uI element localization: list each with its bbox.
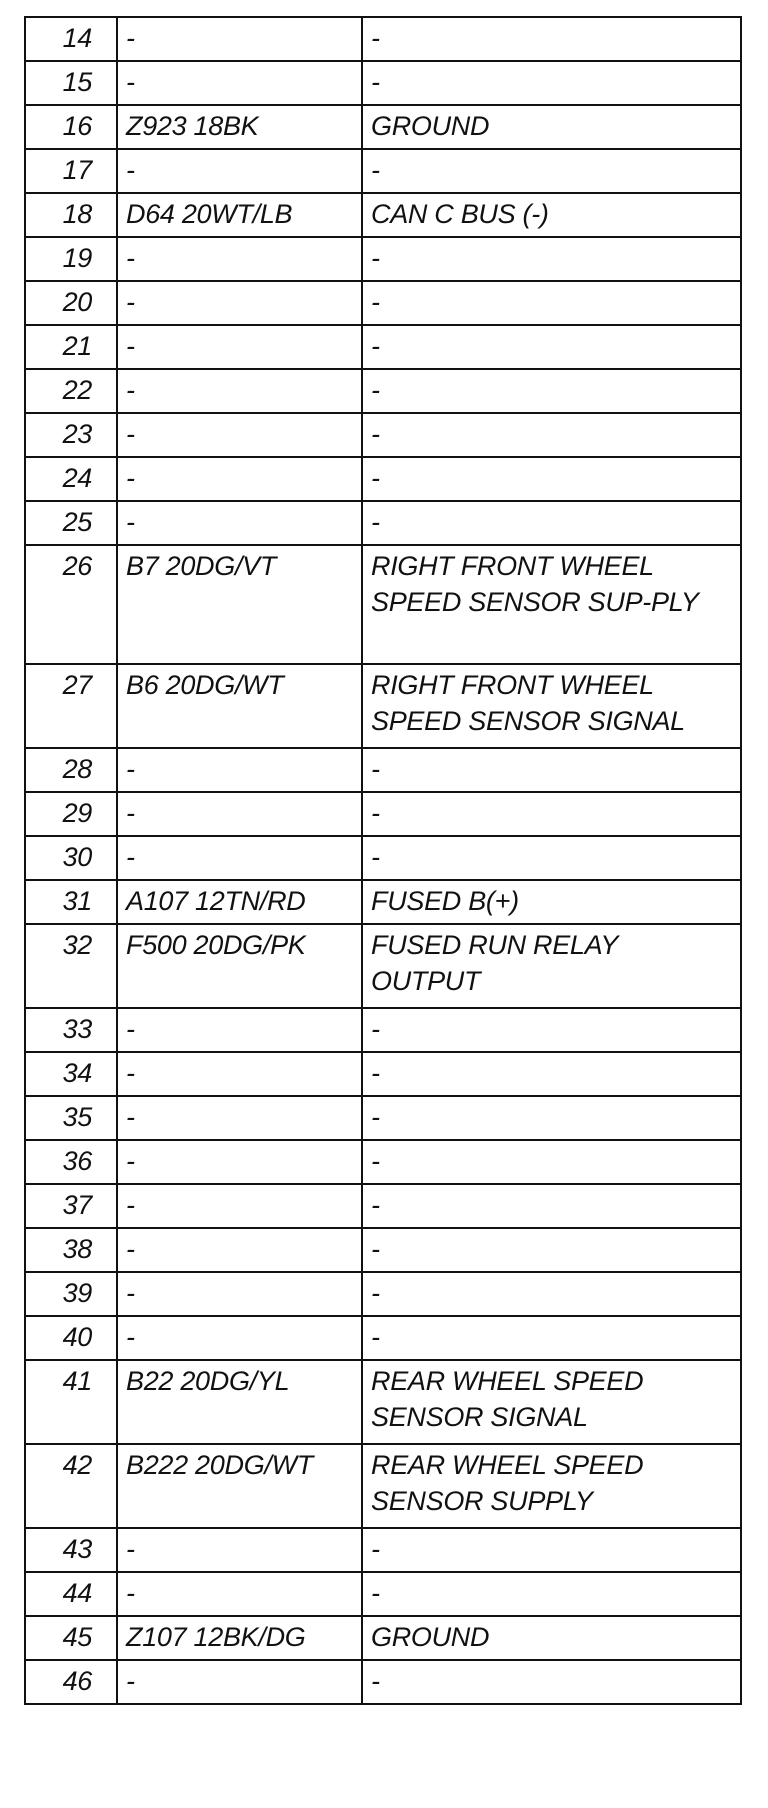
wire-code-cell: - [117,1052,362,1096]
table-row [25,149,741,193]
table-row [25,1528,741,1572]
circuit-function-cell: - [362,501,741,545]
wire-code-cell: - [117,61,362,105]
table-row [25,61,741,105]
table-row [25,1660,741,1704]
table-row [25,281,741,325]
table-row [25,1572,741,1616]
circuit-function-cell: - [362,17,741,61]
circuit-function-cell: CAN C BUS (-) [362,193,741,237]
wire-code-cell: Z107 12BK/DG [117,1616,362,1660]
pin-number-cell: 20 [25,281,117,325]
circuit-function-cell: - [362,413,741,457]
wire-code-cell: - [117,149,362,193]
pin-number-cell: 34 [25,1052,117,1096]
pin-number-cell: 46 [25,1660,117,1704]
table-row [25,1096,741,1140]
circuit-function-cell: - [362,1272,741,1316]
table-row [25,836,741,880]
connector-pin-table [24,16,742,1705]
circuit-function-cell: - [362,1184,741,1228]
circuit-function-cell: - [362,61,741,105]
circuit-function-cell: FUSED RUN RELAY OUTPUT [362,924,741,1008]
pin-number-cell: 33 [25,1008,117,1052]
wire-code-cell: - [117,1316,362,1360]
pin-number-cell: 43 [25,1528,117,1572]
wire-code-cell: - [117,1572,362,1616]
circuit-function-cell: - [362,792,741,836]
circuit-function-cell: - [362,1316,741,1360]
table-row [25,1272,741,1316]
pin-number-cell: 41 [25,1360,117,1444]
table-row [25,413,741,457]
table-row [25,1616,741,1660]
pin-number-cell: 38 [25,1228,117,1272]
circuit-function-cell: - [362,1528,741,1572]
pin-number-cell: 37 [25,1184,117,1228]
wire-code-cell: - [117,1184,362,1228]
wire-code-cell: - [117,1096,362,1140]
circuit-function-cell: - [362,1228,741,1272]
wire-code-cell: - [117,1140,362,1184]
circuit-function-cell: - [362,281,741,325]
table-row [25,369,741,413]
pin-number-cell: 22 [25,369,117,413]
wire-code-cell: B222 20DG/WT [117,1444,362,1528]
circuit-function-cell: FUSED B(+) [362,880,741,924]
pin-number-cell: 14 [25,17,117,61]
table-row [25,1228,741,1272]
circuit-function-cell: - [362,836,741,880]
circuit-function-cell: - [362,1052,741,1096]
wire-code-cell: - [117,836,362,880]
pin-number-cell: 21 [25,325,117,369]
wire-code-cell: B6 20DG/WT [117,664,362,748]
pin-number-cell: 35 [25,1096,117,1140]
wire-code-cell: B7 20DG/VT [117,545,362,664]
wire-code-cell: - [117,325,362,369]
circuit-function-cell: - [362,325,741,369]
table-row [25,1316,741,1360]
table-row [25,1052,741,1096]
circuit-function-cell: - [362,1140,741,1184]
circuit-function-cell: - [362,149,741,193]
wire-code-cell: - [117,1660,362,1704]
pin-number-cell: 16 [25,105,117,149]
pin-number-cell: 32 [25,924,117,1008]
wire-code-cell: - [117,457,362,501]
pin-number-cell: 40 [25,1316,117,1360]
pin-number-cell: 18 [25,193,117,237]
table-row [25,193,741,237]
pin-number-cell: 19 [25,237,117,281]
table-row [25,237,741,281]
pin-number-cell: 30 [25,836,117,880]
circuit-function-cell: GROUND [362,105,741,149]
wire-code-cell: - [117,501,362,545]
wire-code-cell: D64 20WT/LB [117,193,362,237]
pin-number-cell: 26 [25,545,117,664]
pin-number-cell: 31 [25,880,117,924]
wire-code-cell: - [117,413,362,457]
pin-number-cell: 39 [25,1272,117,1316]
wire-code-cell: - [117,1528,362,1572]
wire-code-cell: Z923 18BK [117,105,362,149]
table-row [25,545,741,664]
table-row [25,924,741,1008]
wire-code-cell: - [117,1272,362,1316]
pin-number-cell: 44 [25,1572,117,1616]
circuit-function-cell: GROUND [362,1616,741,1660]
circuit-function-cell: REAR WHEEL SPEED SENSOR SUPPLY [362,1444,741,1528]
wire-code-cell: - [117,281,362,325]
circuit-function-cell: - [362,237,741,281]
wire-code-cell: - [117,237,362,281]
pin-number-cell: 15 [25,61,117,105]
table-row [25,1008,741,1052]
pin-number-cell: 45 [25,1616,117,1660]
circuit-function-cell: RIGHT FRONT WHEEL SPEED SENSOR SIGNAL [362,664,741,748]
circuit-function-cell: - [362,457,741,501]
pin-number-cell: 28 [25,748,117,792]
pin-number-cell: 24 [25,457,117,501]
wire-code-cell: - [117,792,362,836]
pin-number-cell: 36 [25,1140,117,1184]
wire-code-cell: B22 20DG/YL [117,1360,362,1444]
table-row [25,1444,741,1528]
pin-number-cell: 17 [25,149,117,193]
pin-number-cell: 23 [25,413,117,457]
circuit-function-cell: - [362,1572,741,1616]
pin-number-cell: 27 [25,664,117,748]
wire-code-cell: - [117,369,362,413]
table-row [25,1360,741,1444]
pin-number-cell: 25 [25,501,117,545]
table-row [25,664,741,748]
pin-number-cell: 42 [25,1444,117,1528]
circuit-function-cell: - [362,748,741,792]
wire-code-cell: - [117,1008,362,1052]
table-row [25,501,741,545]
table-row [25,17,741,61]
wire-code-cell: - [117,748,362,792]
pin-table-body [25,17,741,1704]
wire-code-cell: F500 20DG/PK [117,924,362,1008]
table-row [25,105,741,149]
wire-code-cell: A107 12TN/RD [117,880,362,924]
circuit-function-cell: - [362,369,741,413]
wire-code-cell: - [117,17,362,61]
pin-number-cell: 29 [25,792,117,836]
circuit-function-cell: - [362,1008,741,1052]
table-row [25,457,741,501]
circuit-function-cell: RIGHT FRONT WHEEL SPEED SENSOR SUP-PLY [362,545,741,664]
table-row [25,325,741,369]
table-row [25,748,741,792]
table-row [25,880,741,924]
circuit-function-cell: - [362,1096,741,1140]
table-row [25,1140,741,1184]
circuit-function-cell: - [362,1660,741,1704]
table-row [25,792,741,836]
circuit-function-cell: REAR WHEEL SPEED SENSOR SIGNAL [362,1360,741,1444]
wire-code-cell: - [117,1228,362,1272]
table-row [25,1184,741,1228]
